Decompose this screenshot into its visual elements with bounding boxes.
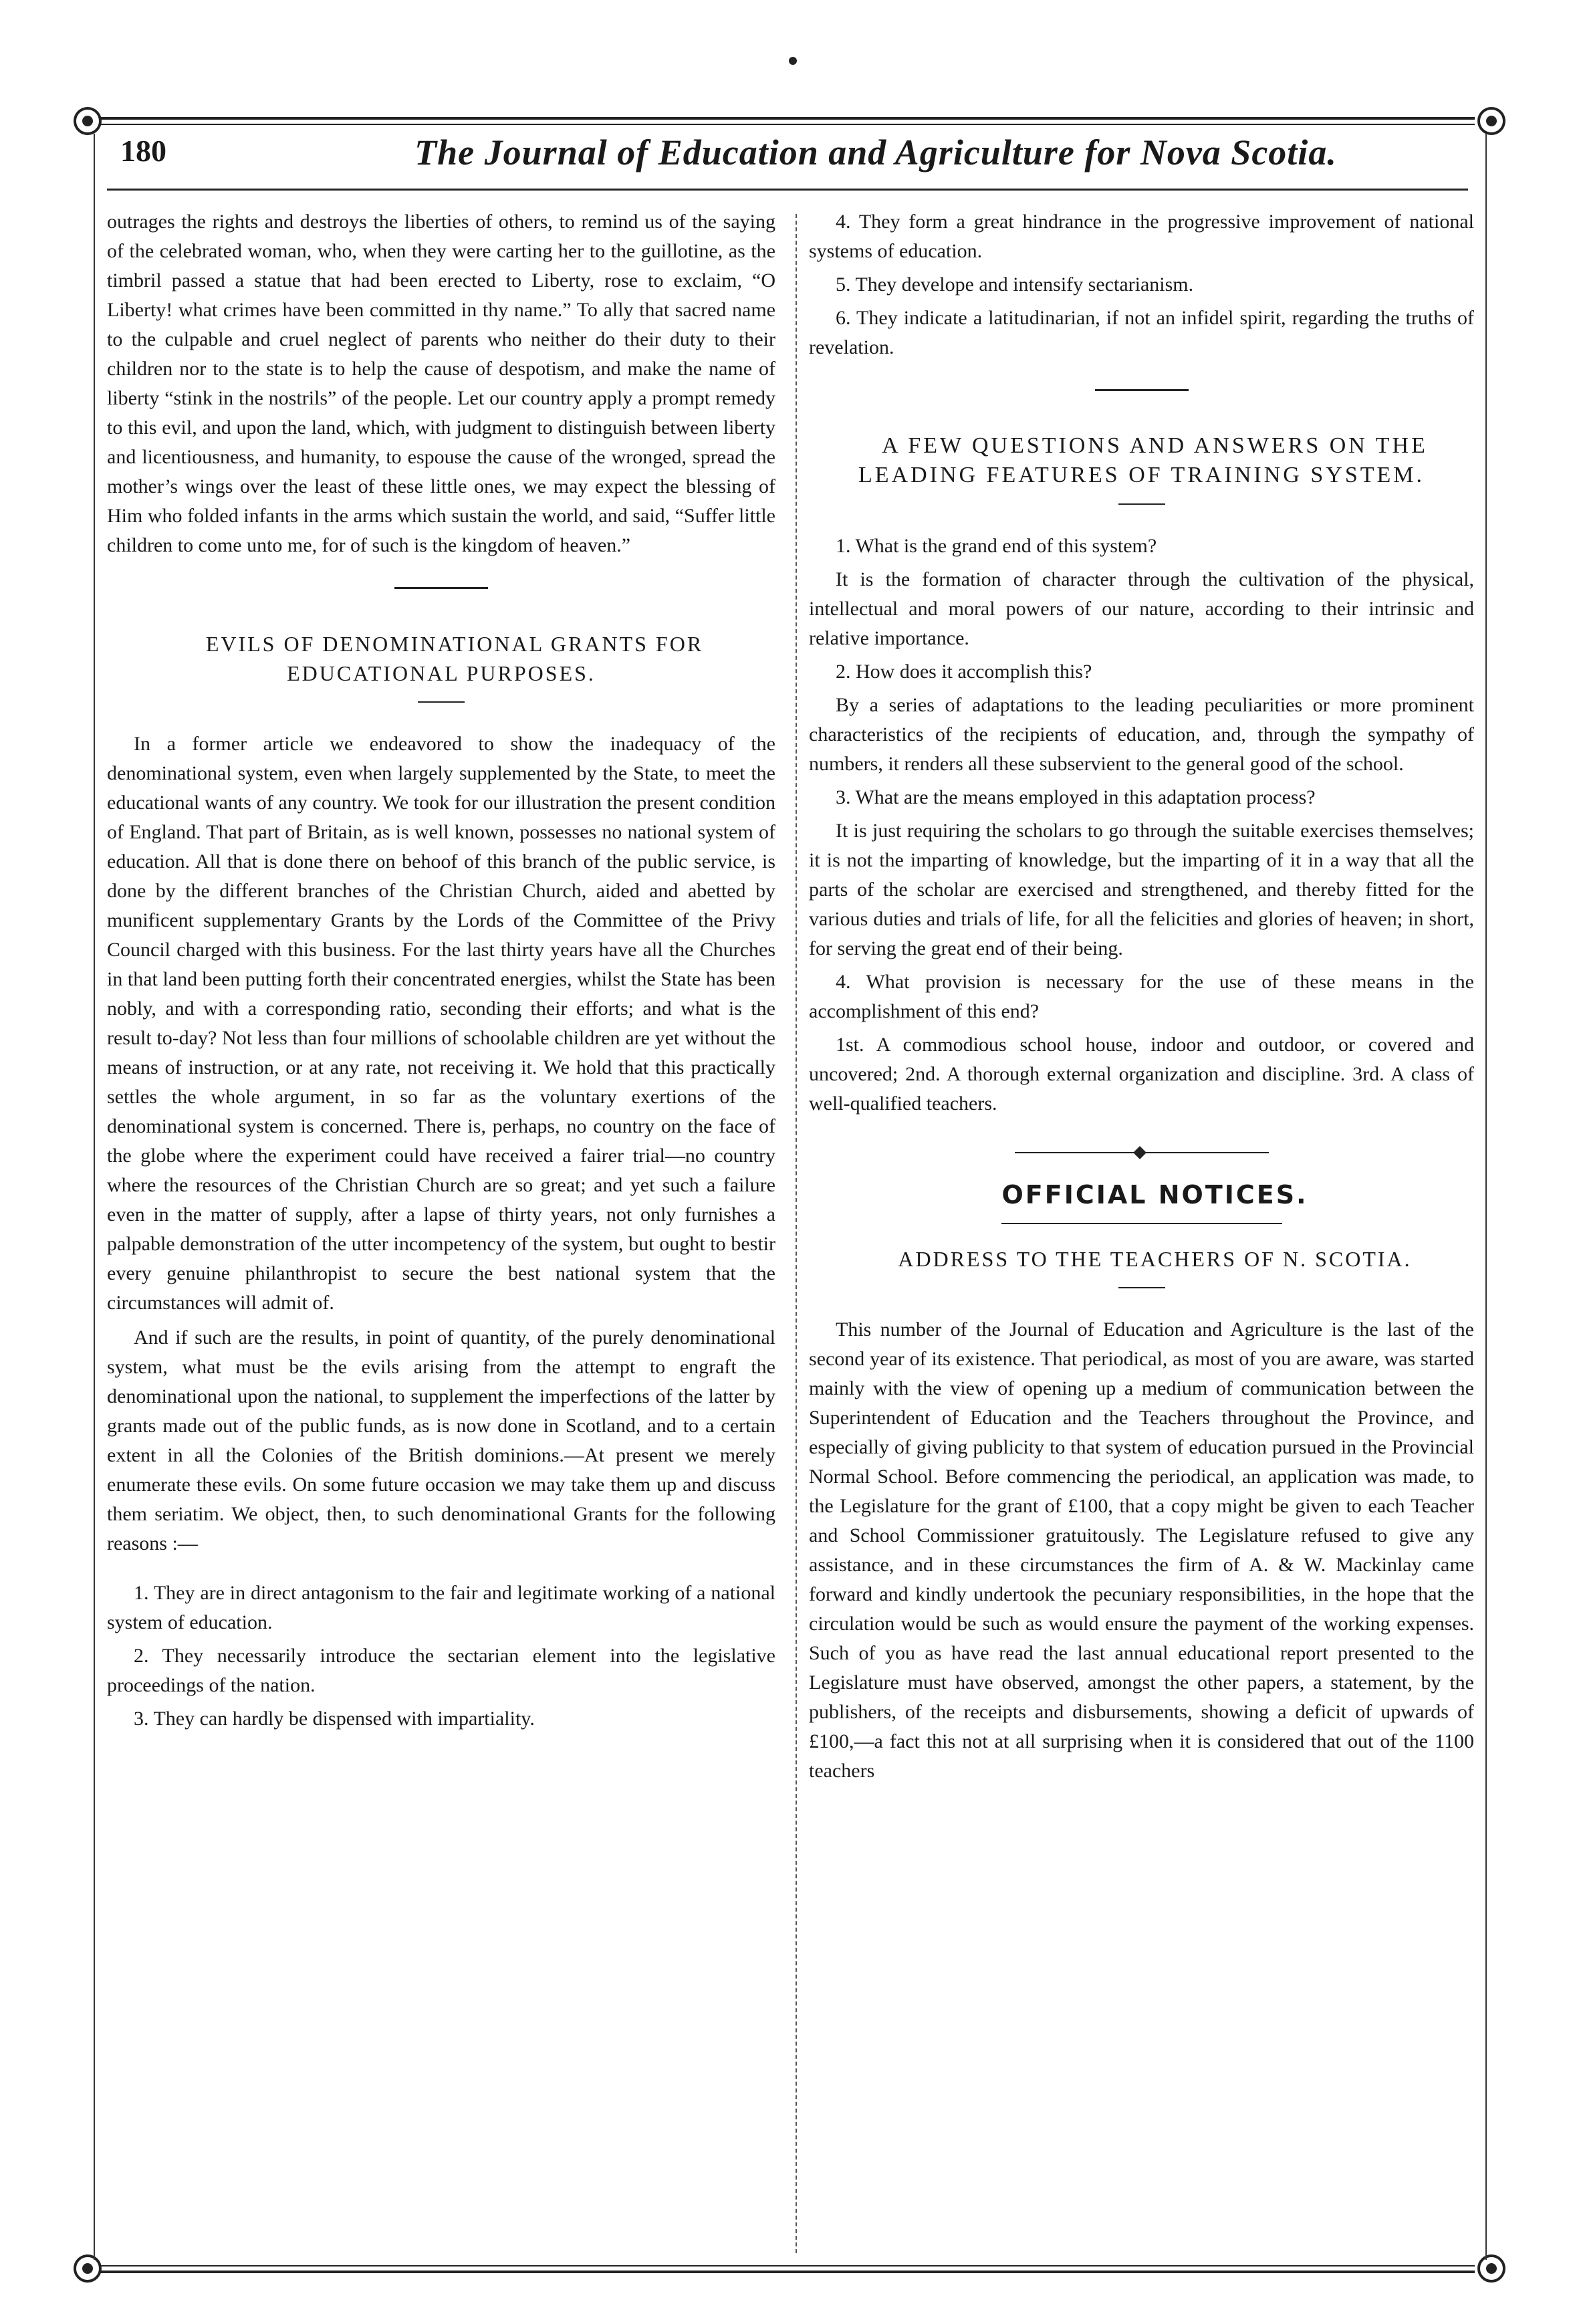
header-rule: [107, 189, 1468, 191]
reason-item: 1. They are in direct antagonism to the fair and legitimate working of a national system of education.: [107, 1582, 775, 1633]
section-divider: [394, 587, 488, 589]
ink-dot: [789, 57, 797, 65]
intro-paragraph: outrages the rights and destroys the liberties of others, to remind us of the saying of the celebrated woman, who, when they were carting her to the guillotine, as the timbril passed a statue that had been erected to Liberty, rose to exclaim, “O Liberty! what crimes have been committed in thy name.” To ally that sacred name to the culpable and cruel neglect of parents who neither do their duty to their children nor to the state is to help the cause of despotism, and make the name of liberty “stink in the nostrils” of the people. Let our country apply a prompt remedy to this evil, and upon the land, which, with judgment to distinguish between liberty and licentiousness, and humanity, to espouse the cause of the wronged, spread the mother’s wings over the least of these little ones, we may expect the blessing of Him who folded infants in the arms which sustain the world, and said, “Suffer little children to come unto me, for of such is the kingdom of heaven.”: [107, 211, 775, 556]
right-border-line: [1485, 134, 1487, 2260]
corner-ornament-icon: [74, 107, 102, 135]
heading-underline: [418, 701, 465, 703]
heading-underline: [1118, 503, 1165, 505]
address-heading: ADDRESS TO THE TEACHERS OF N. SCOTIA.: [898, 1247, 1412, 1271]
qa-question: 2. How does it accomplish this?: [836, 661, 1092, 683]
official-notices-title: OFFICIAL NOTICES.: [1001, 1180, 1308, 1209]
section-heading: EVILS OF DENOMINATIONAL GRANTS FOR EDUCATIONAL PURPOSES.: [205, 632, 704, 685]
section-divider: [1001, 1223, 1282, 1224]
journal-title: The Journal of Education and Agriculture for Nova Scotia.: [414, 132, 1337, 172]
qa-question: 3. What are the means employed in this adaptation process?: [836, 786, 1316, 808]
bottom-border-rule: [100, 2265, 1475, 2273]
corner-ornament-icon: [1477, 2254, 1505, 2283]
right-column: [809, 207, 1474, 1791]
qa-answer: It is just requiring the scholars to go through the suitable exercises themselves; it is not the imparting of knowledge, but the imparting of it in a way that all the parts of the scholar are exercised and strengthened, and thereby fitted for the various duties and trials of life, for all the felicities and glories of heaven; in short, for serving the great end of their being.: [809, 820, 1474, 959]
page-number: 180: [120, 134, 166, 168]
reason-item: 5. They develope and intensify sectarianism.: [836, 273, 1194, 296]
qa-answer: By a series of adaptations to the leading peculiarities or more prominent characteristics of the recipients of education, and, through the sympathy of numbers, it renders all these subservient to the general good of the school.: [809, 694, 1474, 775]
column-divider: [796, 214, 797, 2253]
corner-ornament-icon: [74, 2254, 102, 2283]
address-paragraph: This number of the Journal of Education and Agriculture is the last of the second year of its existence. That periodical, as most of you are aware, was started mainly with the view of opening up a medium of communication between the Superintendent of Education and the Teachers throughout the Province, and especially of giving publicity to that system of education pursued in the Provincial Normal School. Before commencing the periodical, an application was made, to the Legislature for the grant of £100, that a copy might be given to each Teacher and School Commissioner gratuitously. The Legislature refused to give any assistance, and in these circumstances the firm of A. & W. Mackinlay came forward and kindly undertook the pecuniary responsibilities, in the hope that the circulation would be such as would ensure the payment of the working expenses. Such of you as have read the last annual educational report presented to the Legislature must have observed, amongst the other papers, a statement, by the publishers, of the receipts and disbursements, showing a deficit of upwards of £100,—a fact this not at all surprising when it is considered that out of the 1100 teachers: [809, 1318, 1474, 1782]
corner-ornament-icon: [1477, 107, 1505, 135]
section-divider: [1095, 389, 1189, 391]
top-border-rule: [100, 117, 1475, 125]
body-paragraph: In a former article we endeavored to show the inadequacy of the denominational system, even when largely supplemented by the State, to meet the educational wants of any country. We took for our illustration the present condition of England. That part of Britain, as is well known, possesses no national system of education. All that is done there on behoof of this branch of the public service, is done by the different branches of the Christian Church, aided and abetted by munificent supplementary Grants by the Lords of the Committee of the Privy Council charged with this business. For the last thirty years have all the Churches in that land been putting forth their concentrated energies, whilst the State has been nobly, and with a corresponding ratio, seconding their efforts; and what is the result to-day? Not less than four millions of schoolable children are yet without the means of instruction, or at any rate, not receiving it. We hold that this practically settles the whole argument, in so far as the voluntary exertions of the denominational system is concerned. There is, perhaps, no country on the face of the globe where the experiment could have received a fairer trial—no country where the resources of the Christian Church are so great; and yet such a failure even in the matter of supply, after a lapse of thirty years, not only furnishes a palpable demonstration of the utter incompetency of the system, but ought to bestir every genuine philanthropist to secure the best national system that the circumstances will admit of.: [107, 733, 775, 1314]
heading-underline: [1118, 1287, 1165, 1288]
qa-answer: It is the formation of character through the cultivation of the physical, intellectual and moral powers of our nature, according to their intrinsic and relative importance.: [809, 568, 1474, 649]
reason-item: 3. They can hardly be dispensed with impartiality.: [134, 1708, 535, 1730]
left-column: [107, 207, 775, 1738]
qa-question: 4. What provision is necessary for the use of these means in the accomplishment of this end?: [809, 971, 1474, 1022]
reason-item: 4. They form a great hindrance in the progressive improvement of national systems of education.: [809, 211, 1474, 262]
body-paragraph: And if such are the results, in point of quantity, of the purely denominational system, what must be the evils arising from the attempt to engraft the denominational upon the national, to supplement the imperfections of the latter by grants made out of the public funds, as is now done in Scotland, and to a certain extent in all the Colonies of the British dominions.—At present we merely enumerate these evils. On some future occasion we may take them up and discuss them seriatim. We object, then, to such denominational Grants for the following reasons :—: [107, 1326, 775, 1554]
left-border-line: [94, 134, 95, 2260]
qa-heading: A FEW QUESTIONS AND ANSWERS ON THE LEADING FEATURES OF TRAINING SYSTEM.: [858, 433, 1428, 487]
qa-question: 1. What is the grand end of this system?: [836, 535, 1157, 557]
qa-answer: 1st. A commodious school house, indoor and outdoor, or covered and uncovered; 2nd. A thorough external organization and discipline. 3rd. A class of well-qualified teachers.: [809, 1034, 1474, 1115]
reason-item: 2. They necessarily introduce the sectarian element into the legislative proceedings of the nation.: [107, 1645, 775, 1696]
page-header: [107, 130, 1468, 184]
ornament-divider-icon: [1015, 1152, 1269, 1153]
reason-item: 6. They indicate a latitudinarian, if not an infidel spirit, regarding the truths of revelation.: [809, 307, 1474, 358]
